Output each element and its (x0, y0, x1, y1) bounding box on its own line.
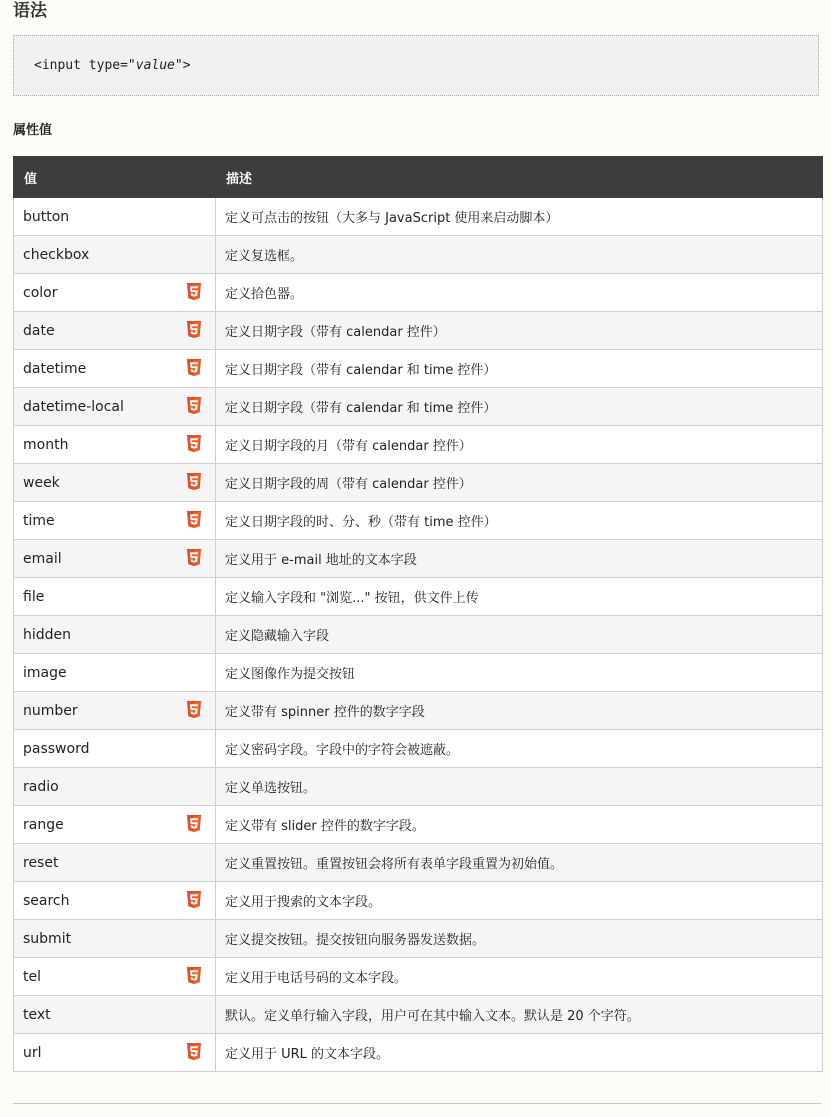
cell-value (14, 350, 216, 388)
cell-description: 定义输入字段和 "浏览..." 按钮，供文件上传 (216, 578, 823, 616)
cell-description: 定义重置按钮。重置按钮会将所有表单字段重置为初始值。 (216, 844, 823, 882)
table-row (14, 996, 823, 1034)
cell-value (14, 274, 216, 312)
cell-value (14, 426, 216, 464)
type-value: file (23, 588, 45, 605)
cell-value (14, 198, 216, 236)
table-row (14, 274, 823, 312)
type-value: checkbox (23, 246, 90, 263)
type-value: date (23, 322, 55, 339)
table-row (14, 312, 823, 350)
type-value: button (23, 208, 70, 225)
html5-badge-icon (186, 549, 202, 567)
cell-value (14, 844, 216, 882)
attributes-heading: 属性值 (13, 123, 53, 138)
cell-description: 定义单选按钮。 (216, 768, 823, 806)
table-row (14, 1034, 823, 1072)
type-value: datetime (23, 360, 87, 377)
table-row (14, 844, 823, 882)
table-row (14, 464, 823, 502)
table-row (14, 350, 823, 388)
type-value: range (23, 816, 64, 833)
cell-description: 定义日期字段的时、分、秒（带有 time 控件） (216, 502, 823, 540)
html5-badge-icon (186, 815, 202, 833)
type-value: datetime-local (23, 398, 124, 415)
html5-badge-icon (186, 283, 202, 301)
cell-value (14, 806, 216, 844)
cell-description: 定义带有 spinner 控件的数字字段 (216, 692, 823, 730)
type-value: password (23, 740, 90, 757)
type-value: image (23, 664, 67, 681)
cell-value (14, 882, 216, 920)
table-row (14, 540, 823, 578)
html5-badge-icon (186, 321, 202, 339)
cell-value (14, 502, 216, 540)
type-value: month (23, 436, 69, 453)
table-row (14, 426, 823, 464)
table-row (14, 616, 823, 654)
cell-description: 定义密码字段。字段中的字符会被遮蔽。 (216, 730, 823, 768)
html5-badge-icon (186, 701, 202, 719)
type-value: tel (23, 968, 41, 985)
cell-value (14, 540, 216, 578)
type-value: time (23, 512, 55, 529)
table-row (14, 692, 823, 730)
cell-description: 定义日期字段（带有 calendar 控件） (216, 312, 823, 350)
table-row (14, 502, 823, 540)
type-value: number (23, 702, 78, 719)
cell-description: 定义拾色器。 (216, 274, 823, 312)
table-row (14, 578, 823, 616)
cell-description: 定义日期字段的月（带有 calendar 控件） (216, 426, 823, 464)
table-row (14, 388, 823, 426)
type-value: email (23, 550, 62, 567)
cell-description: 定义带有 slider 控件的数字字段。 (216, 806, 823, 844)
html5-badge-icon (186, 397, 202, 415)
type-value: color (23, 284, 58, 301)
html5-badge-icon (186, 435, 202, 453)
cell-description: 定义用于电话号码的文本字段。 (216, 958, 823, 996)
table-row (14, 236, 823, 274)
table-row (14, 920, 823, 958)
input-types-table (13, 156, 823, 1072)
cell-value (14, 1034, 216, 1072)
cell-description: 定义提交按钮。提交按钮向服务器发送数据。 (216, 920, 823, 958)
cell-value (14, 768, 216, 806)
html5-badge-icon (186, 967, 202, 985)
table-row (14, 806, 823, 844)
cell-description: 定义用于 URL 的文本字段。 (216, 1034, 823, 1072)
cell-description: 定义可点击的按钮（大多与 JavaScript 使用来启动脚本） (216, 198, 823, 236)
type-value: radio (23, 778, 59, 795)
table-row (14, 768, 823, 806)
html5-badge-icon (186, 891, 202, 909)
code-text: <input type="value"> (34, 58, 191, 73)
type-value: hidden (23, 626, 72, 643)
type-value: submit (23, 930, 72, 947)
cell-value (14, 236, 216, 274)
cell-description: 定义用于 e-mail 地址的文本字段 (216, 540, 823, 578)
cell-description: 定义日期字段（带有 calendar 和 time 控件） (216, 388, 823, 426)
table-row (14, 882, 823, 920)
bottom-divider (13, 1103, 821, 1104)
cell-value (14, 578, 216, 616)
html5-badge-icon (186, 1043, 202, 1061)
code-example (13, 35, 819, 96)
header-value: 值 (14, 157, 216, 198)
type-value: week (23, 474, 60, 491)
cell-value (14, 464, 216, 502)
cell-value (14, 654, 216, 692)
cell-description: 定义日期字段（带有 calendar 和 time 控件） (216, 350, 823, 388)
cell-value (14, 616, 216, 654)
cell-value (14, 958, 216, 996)
cell-description: 定义隐藏输入字段 (216, 616, 823, 654)
cell-value (14, 692, 216, 730)
cell-description: 默认。定义单行输入字段，用户可在其中输入文本。默认是 20 个字符。 (216, 996, 823, 1034)
cell-description: 定义用于搜索的文本字段。 (216, 882, 823, 920)
table-row (14, 198, 823, 236)
cell-value (14, 388, 216, 426)
cell-value (14, 312, 216, 350)
type-value: search (23, 892, 70, 909)
header-description: 描述 (216, 157, 823, 198)
table-row (14, 654, 823, 692)
cell-description: 定义复选框。 (216, 236, 823, 274)
cell-description: 定义图像作为提交按钮 (216, 654, 823, 692)
html5-badge-icon (186, 359, 202, 377)
cell-description: 定义日期字段的周（带有 calendar 控件） (216, 464, 823, 502)
type-value: text (23, 1006, 51, 1023)
html5-badge-icon (186, 511, 202, 529)
table-row (14, 730, 823, 768)
table-header-row (14, 157, 823, 198)
type-value: url (23, 1044, 42, 1061)
cell-value (14, 920, 216, 958)
cell-value (14, 996, 216, 1034)
table-row (14, 958, 823, 996)
html5-badge-icon (186, 473, 202, 491)
type-value: reset (23, 854, 59, 871)
syntax-heading: 语法 (13, 1, 47, 21)
cell-value (14, 730, 216, 768)
